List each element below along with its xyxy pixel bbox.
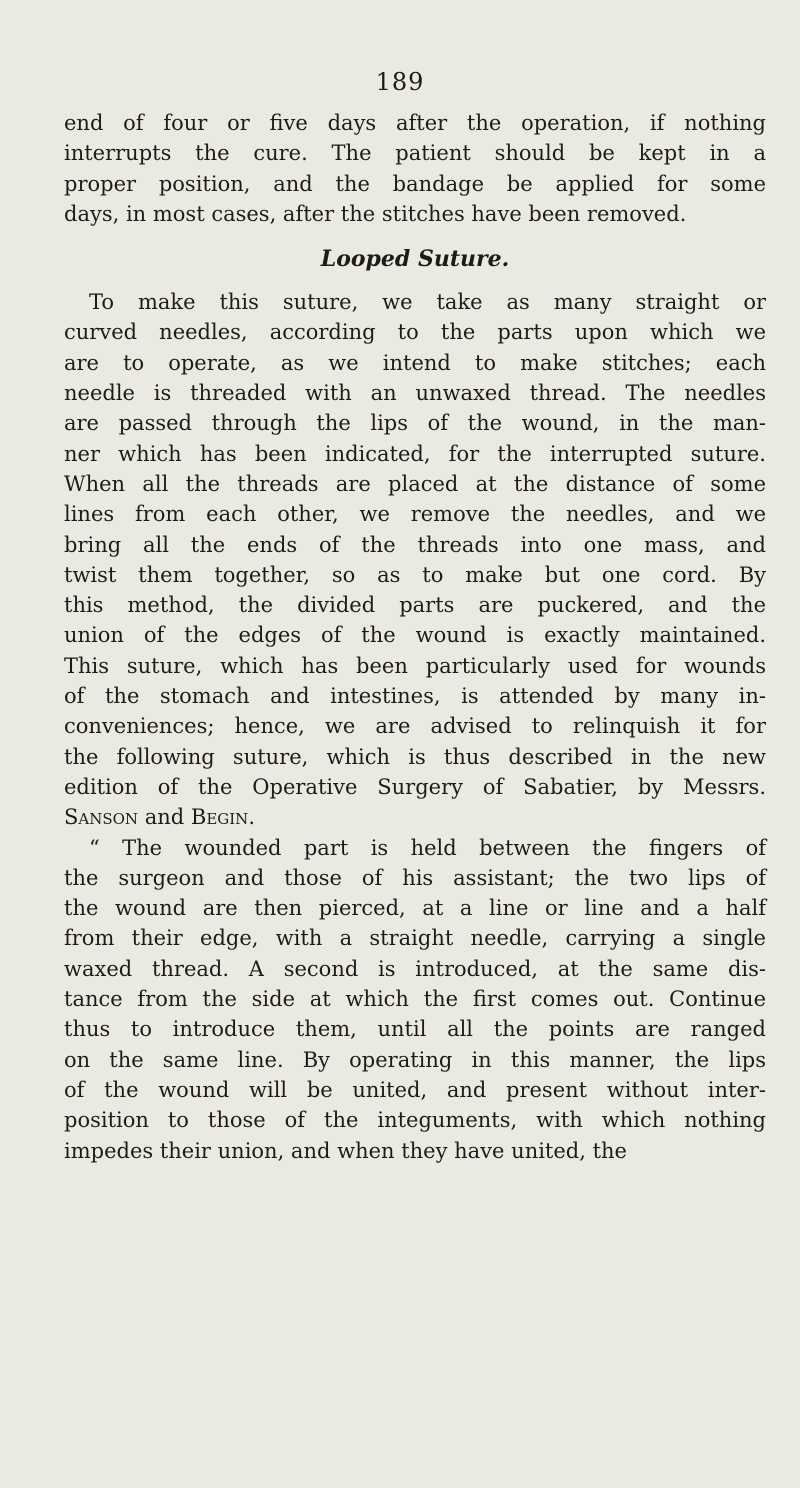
text-line: This suture, which has been particularly used for wounds (64, 653, 766, 678)
paragraph-3 (64, 833, 766, 1166)
text-line: “ The wounded part is held between the fingers of (89, 835, 766, 860)
page-number: 189 (375, 68, 425, 96)
text-line: the wound are then pierced, at a line or line and a half (64, 896, 766, 921)
author-connector: and (138, 805, 191, 830)
author-sanson: Sanson (64, 805, 139, 830)
text-line: waxed thread. A second is introduced, at the same dis- (64, 956, 766, 981)
text-line: tance from the side at which the first comes out. Continue (64, 987, 766, 1012)
text-line: days, in most cases, after the stitches have been removed. (64, 201, 687, 226)
text-line: bring all the ends of the threads into one mass, and (64, 532, 766, 557)
text-line: thus to introduce them, until all the points are ranged (64, 1017, 766, 1042)
text-line: of the wound will be united, and present without inter- (64, 1077, 766, 1102)
paragraph-2 (64, 287, 766, 832)
text-line: twist them together, so as to make but one cord. By (64, 562, 766, 587)
author-begin: Begin (190, 805, 249, 830)
section-heading: Looped Suture. (320, 246, 510, 273)
body-text (64, 108, 766, 1166)
text-line: conveniences; hence, we are advised to relinquish it for (64, 714, 766, 739)
text-line: are to operate, as we intend to make stitches; each (64, 350, 766, 375)
text-line: of the stomach and intestines, is attended by many in- (64, 684, 766, 709)
text-line: this method, the divided parts are puckered, and the (64, 593, 766, 618)
text-line: ner which has been indicated, for the interrupted suture. (64, 441, 766, 466)
text-line: interrupts the cure. The patient should be kept in a (64, 141, 766, 166)
text-line-authors (64, 802, 766, 832)
text-line: are passed through the lips of the wound, in the man- (64, 411, 766, 436)
text-line: impedes their union, and when they have united, the (64, 1138, 627, 1163)
text-line: on the same line. By operating in this manner, the lips (64, 1047, 766, 1072)
text-line: union of the edges of the wound is exactly maintained. (64, 623, 766, 648)
text-line: proper position, and the bandage be applied for some (64, 171, 766, 196)
text-line: When all the threads are placed at the distance of some (64, 471, 766, 496)
text-line: end of four or five days after the operation, if nothing (64, 111, 766, 135)
text-line: edition of the Operative Surgery of Sabatier, by Messrs. (64, 774, 766, 799)
text-line: needle is threaded with an unwaxed thread. The needles (64, 381, 766, 406)
text-line: the surgeon and those of his assistant; the two lips of (64, 865, 766, 890)
sentence-end: . (248, 805, 255, 830)
text-line: from their edge, with a straight needle, carrying a single (64, 926, 766, 951)
paragraph-1 (64, 108, 766, 229)
text-line: position to those of the integuments, with which nothing (64, 1108, 766, 1133)
text-line: the following suture, which is thus described in the new (64, 744, 766, 769)
text-line: To make this suture, we take as many straight or (89, 290, 766, 315)
text-line: curved needles, according to the parts upon which we (64, 320, 766, 345)
text-line: lines from each other, we remove the needles, and we (64, 502, 766, 527)
